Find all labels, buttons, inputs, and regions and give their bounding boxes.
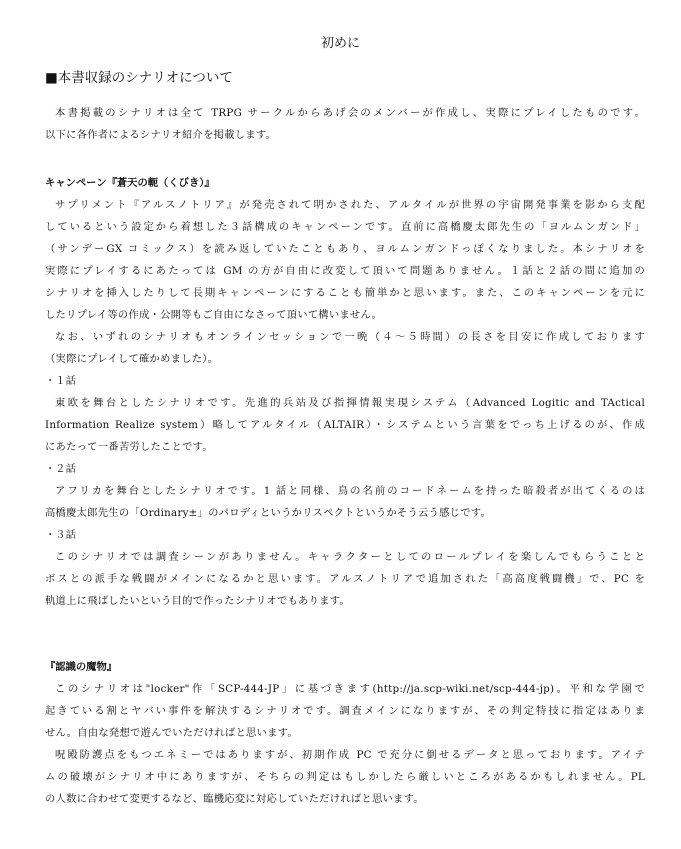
episode-line: Information Realize system）略してアルタイル（ALTAIR）・システムという言葉をでっち上げるのが、作成 (45, 419, 645, 431)
ninshiki-line: の人数に合わせて変更するなど、臨機応変に対応していただければと思います。 (45, 793, 424, 805)
campaign-line: 実際にプレイするにあたっては GM の方が自由に改変して頂いて問題ありません。１話と２話の間に追加の (45, 265, 645, 277)
ninshiki-line: 起きている割とヤバい事件を解決するシナリオです。調査メインになりますが、その判定特技に指定はありま (45, 705, 645, 717)
episode-line: にあたって一番苦労したことです。 (45, 441, 213, 453)
campaign-line: したリプレイ等の作成・公開等もご自由になさって頂いて構いません。 (45, 309, 383, 321)
episode-line: 東欧を舞台としたシナリオです。先進的兵站及び指揮情報実現システム（Advanced Logitic and TActical (55, 397, 645, 409)
episode-line: アフリカを舞台としたシナリオです。1 話と同様、鳥の名前のコードネームを持った暗殺者が出てくるのは (55, 485, 645, 497)
ninshiki-title: 『認識の魔物』 (45, 661, 118, 673)
episode-line: 高橋慶太郎先生の「Ordinary±」のパロディというかリスペクトというかそう云う感じです。 (45, 507, 492, 519)
episode-line: 軌道上に飛ばしたいという目的で作ったシナリオでもあります。 (45, 595, 350, 607)
ninshiki-line: せん。自由な発想で遊んでいただければと思います。 (45, 727, 298, 739)
campaign-title: キャンペーン『蒼天の軛（くびき）』 (45, 177, 215, 189)
ninshiki-section (45, 656, 645, 810)
campaign-line: しているという設定から着想した３話構成のキャンペーンです。直前に高橋慶太郎先生の「ヨルムンガンド」 (45, 221, 645, 233)
campaign-line: サプリメント『アルスノトリア』が発売されて明かされた、アルタイルが世界の宇宙開発事業を影から支配 (55, 199, 645, 211)
campaign-section (45, 172, 645, 612)
campaign-line: シナリオを挿入したりして長期キャンペーンにすることも簡単かと思います。また、このキャンペーンを元に (45, 287, 645, 299)
episode-label: ・３話 (45, 529, 76, 541)
episode-line: このシナリオでは調査シーンがありません。キャラクターとしてのロールプレイを楽しんでもらうことと (55, 551, 645, 563)
ninshiki-line: 呪殿防護点をもつエネミーではありますが、初期作成 PC で充分に倒せるデータと思っております。アイテ (55, 749, 645, 761)
page-title: 初めに (320, 36, 360, 51)
campaign-line: なお、いずれのシナリオもオンラインセッションで一晩（４～５時間）の長さを目安に作成しております (55, 331, 645, 343)
section-heading: ■本書収録のシナリオについて (45, 70, 233, 86)
ninshiki-line: ムの破壊がシナリオ中にありますが、そちらの判定はもしかしたら厳しいところがあるかもしれません。PL (45, 771, 645, 783)
intro-line: 本書掲載のシナリオは全て TRPG サークルからあげ会のメンバーが作成し、実際にプレイしたものです。 (55, 107, 645, 119)
campaign-line: （サンデーGX コミックス）を読み返していたこともあり、ヨルムンガンドっぽくなりました。本シナリオを (45, 243, 645, 255)
episode-line: ボスとの派手な戦闘がメインになるかと思います。アルスノトリアで追加された「高高度戦闘機」で、PC を (45, 573, 645, 585)
intro-line: 以下に各作者によるシナリオ紹介を掲載します。 (45, 129, 277, 141)
episode-label: ・２話 (45, 463, 76, 475)
intro-paragraph (45, 102, 645, 146)
ninshiki-line: このシナリオは"locker"作「SCP-444-JP」に基づきます(http://ja.scp-wiki.net/scp-444-jp)。平和な学園で (55, 683, 645, 695)
episode-label: ・１話 (45, 375, 76, 387)
campaign-line: （実際にプレイして確かめました）。 (45, 353, 219, 365)
